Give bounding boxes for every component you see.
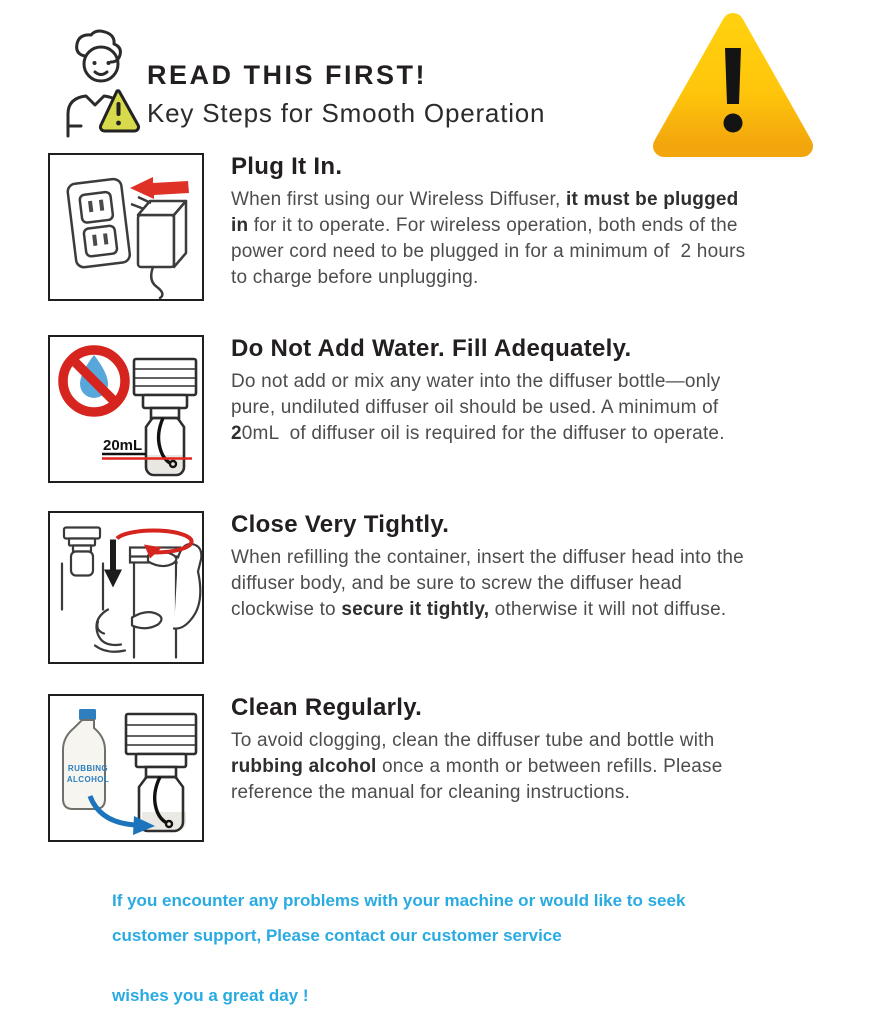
down-arrow-icon [104, 540, 122, 588]
page-title: READ THIS FIRST! [147, 60, 427, 90]
rubbing-alcohol-bottle [63, 709, 109, 809]
support-line-1: If you encounter any problems with your machine or would like to seek [112, 891, 686, 910]
step-body: To avoid clogging, clean the diffuser tube and bottle with rubbing alcohol once a month or between refills. Please reference the manual for cleaning instructions. [231, 729, 728, 803]
power-cord [151, 267, 162, 298]
alcohol-label-line2: ALCOHOL [66, 775, 110, 784]
step-title: Close Very Tightly. [231, 511, 450, 538]
rubbing-alcohol-cleaning-illustration [48, 694, 204, 842]
step-title: Do Not Add Water. Fill Adequately. [231, 335, 632, 362]
step-do-not-add-water [48, 335, 753, 483]
alcohol-label-line1: RUBBING [67, 764, 109, 773]
no-water-icon [63, 350, 125, 412]
support-line-3: wishes you a great day ! [112, 986, 309, 1005]
step-title: Plug It In. [231, 153, 343, 180]
step-close-very-tightly [48, 511, 753, 664]
warning-triangle-exclamation-icon [650, 6, 816, 166]
header [147, 60, 545, 129]
step-body: When first using our Wireless Diffuser, it must be plugged in for it to operate. For wireless operation, both ends of the power cord need to be plugged in for a minimum of 2 hours to charge before unplugging. [231, 188, 751, 288]
smile [95, 72, 107, 75]
step-clean-regularly [48, 694, 753, 842]
step-body: When refilling the container, insert the diffuser head into the diffuser body, and be sure to screw the diffuser head clockwise to secure it tightly, otherwise it will not diffuse. [231, 546, 750, 620]
step-title: Clean Regularly. [231, 694, 423, 721]
customer-support-note [112, 891, 772, 1005]
no-water-sign-and-bottle-illustration [48, 335, 204, 483]
red-arrow-left-icon [130, 177, 189, 199]
support-line-2: customer support, Please contact our customer service [112, 926, 562, 945]
step-plug-it-in [48, 153, 753, 301]
person-with-warning-badge-icon [40, 28, 152, 140]
power-outlet-and-adapter-illustration [48, 153, 204, 301]
power-adapter [131, 197, 186, 267]
mini-insert-diagram [62, 528, 103, 610]
step-body: Do not add or mix any water into the diffuser bottle—only pure, undiluted diffuser oil should be used. A minimum of 20mL of diffuser oil is required for the diffuser to operate. [231, 370, 726, 444]
page-subtitle: Key Steps for Smooth Operation [147, 98, 546, 128]
hands-screwing-head-illustration [48, 511, 204, 664]
fill-label: 20mL [103, 437, 143, 454]
